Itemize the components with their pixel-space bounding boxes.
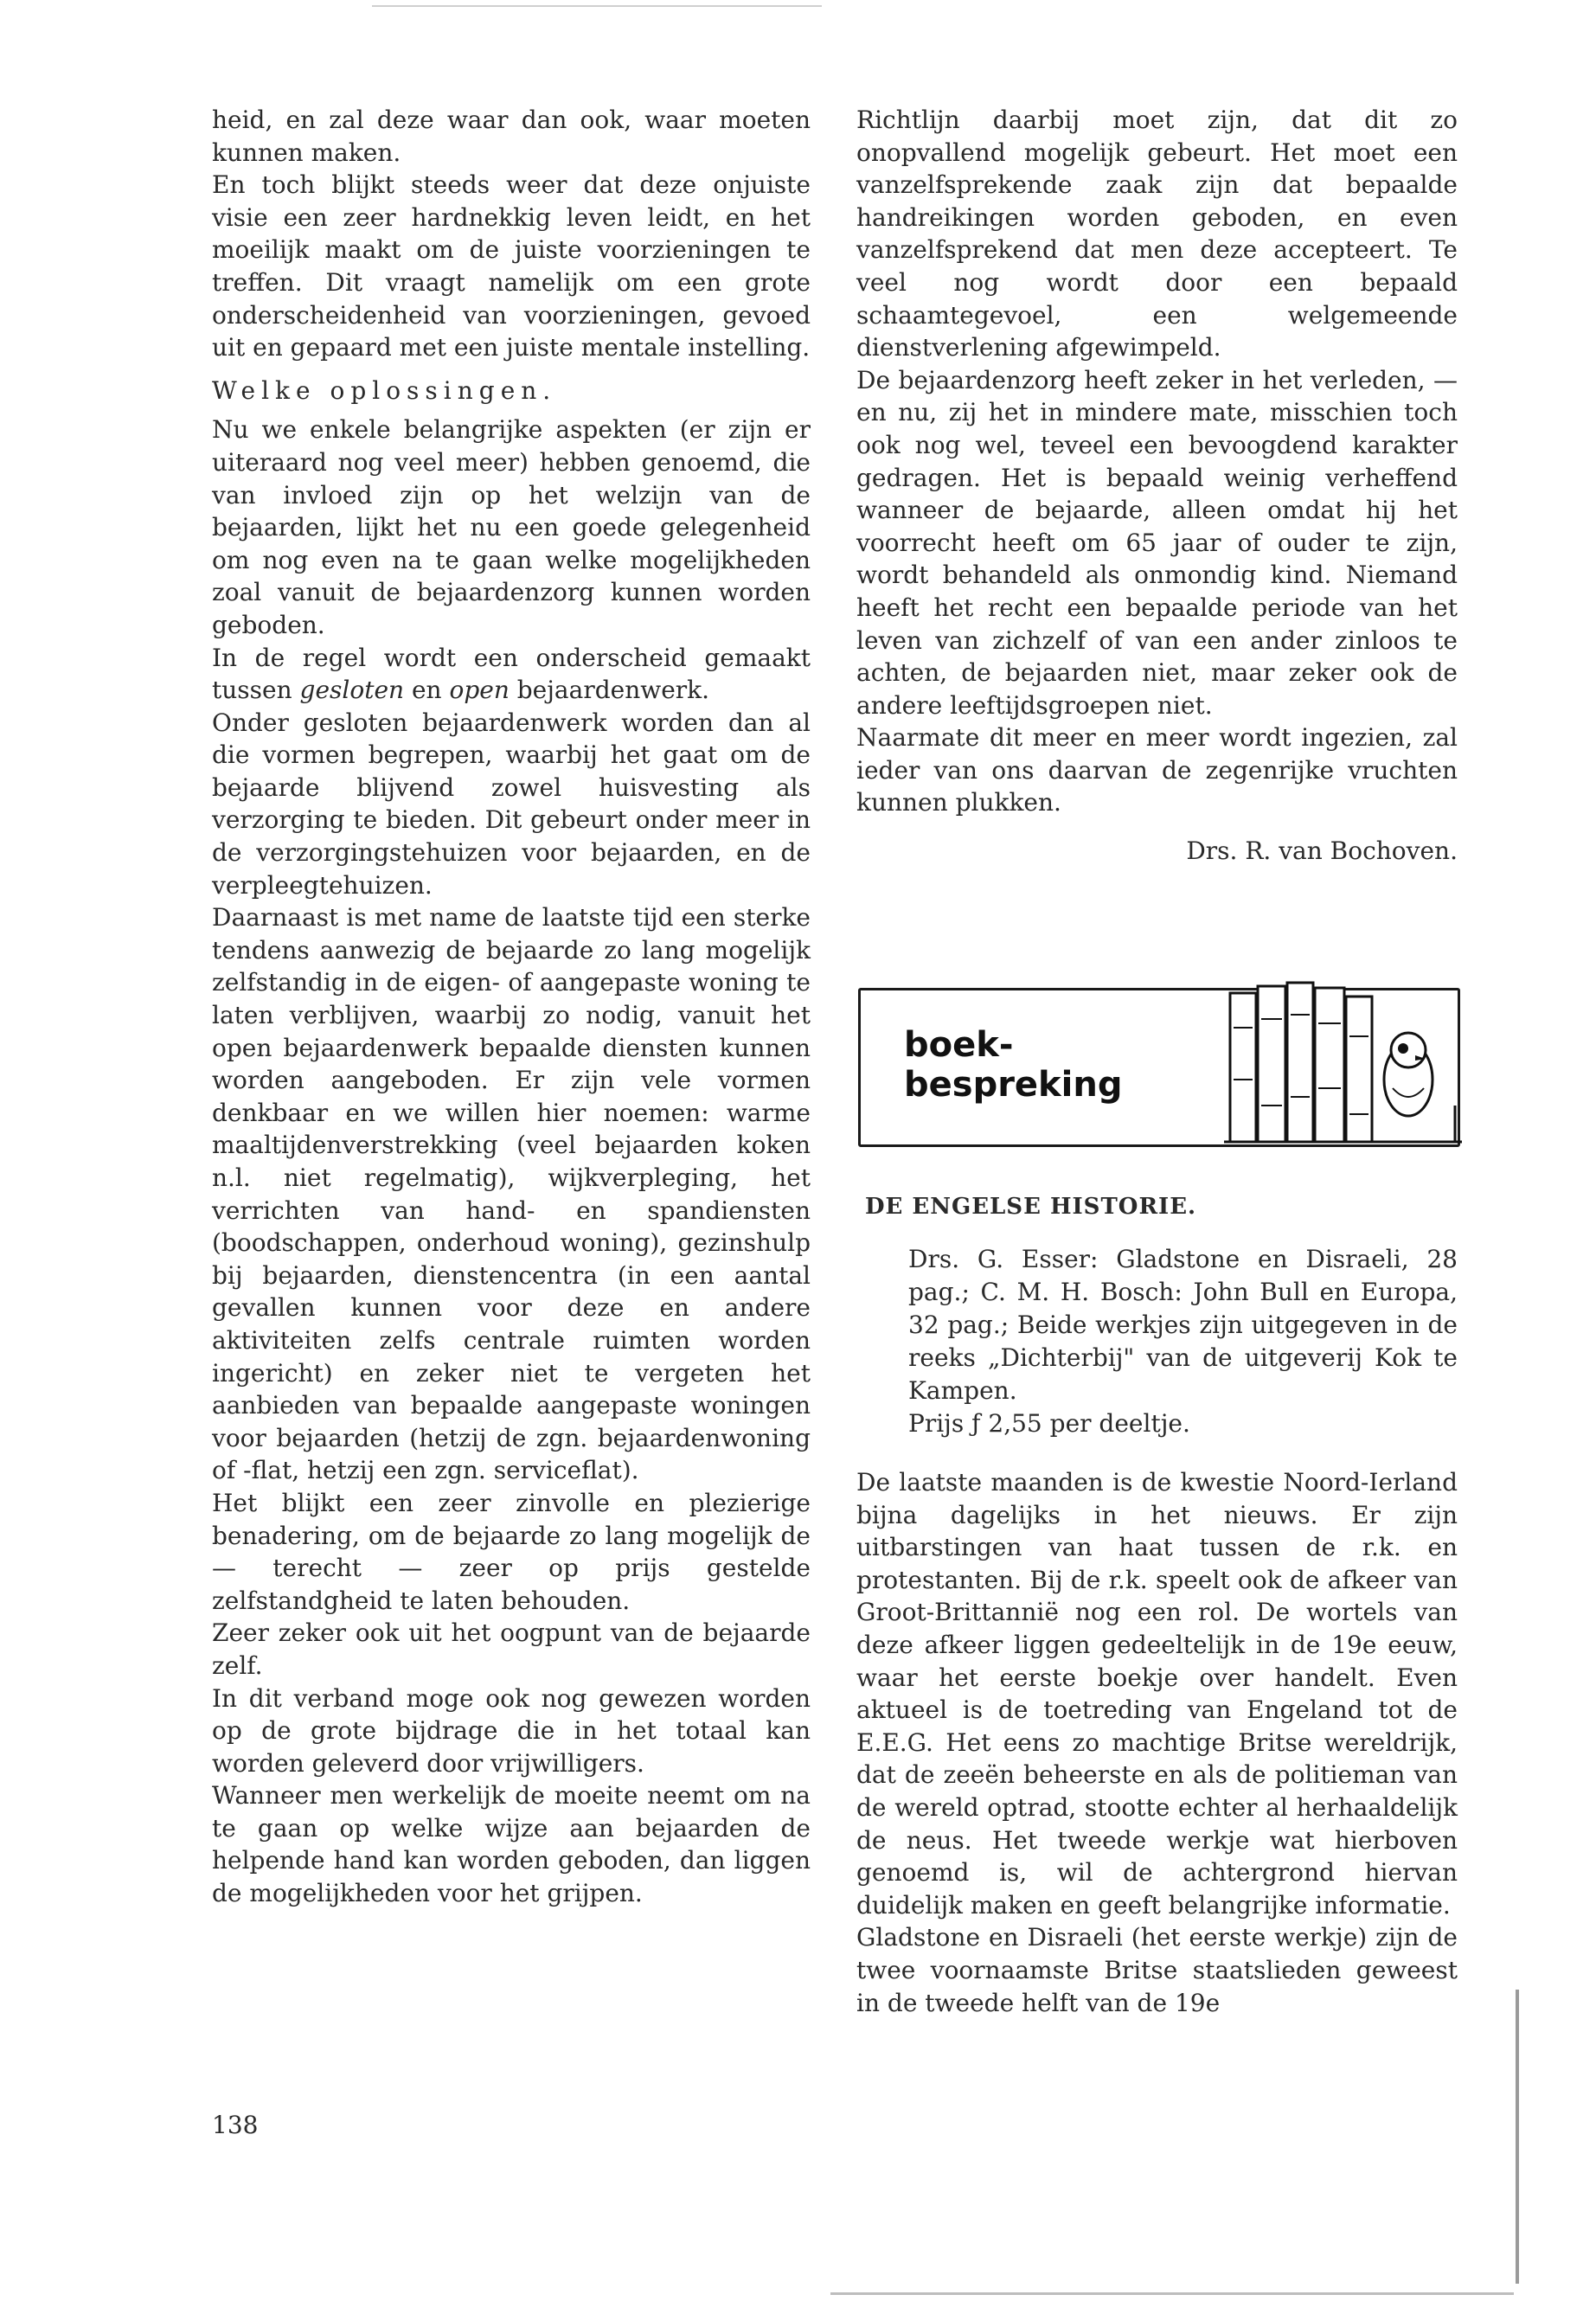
book-spine [1315, 988, 1344, 1142]
right-column [856, 104, 1458, 868]
emphasis-gesloten: gesloten [299, 676, 405, 705]
review-paragraph: De laatste maanden is de kwestie Noord-Ierland bijna dagelijks in het nieuws. Er zijn uitbarstingen van haat tussen de r.k. en protestanten. Bij de r.k. speelt ook de afkeer van Groot-Brittannië nog een rol. De wortels van deze afkeer liggen gedeeltelijk in de 19e eeuw, waar het eerste boekje over handelt. Even aktueel is de toetreding van Engeland tot de E.E.G. Het eens zo machtige Britse wereldrijk, dat de zeeën beheerste en als de politieman van de wereld optrad, stootte echter al herhaaldelijk de neus. Het tweede werkje wat hierboven genoemd is, wil de achtergrond hiervan duidelijk maken en geeft belangrijke informatie. [856, 1468, 1458, 1920]
left-paragraph: Zeer zeker ook uit het oogpunt van de bejaarde zelf. [212, 1618, 811, 1680]
bottom-rule [830, 2292, 1514, 2295]
right-paragraph: Richtlijn daarbij moet zijn, dat dit zo onopvallend mogelijk gebeurt. Het moet een vanzelfsprekende zaak zijn dat bepaalde handreikingen worden geboden, en even vanzelfsprekend dat men deze accepteert. Te veel nog wordt door een bepaald schaamtegevoel, een welgemeende dienstverlening afgewimpeld. [856, 106, 1458, 362]
right-paragraph: De bejaardenzorg heeft zeker in het verleden, — en nu, zij het in mindere mate, misschien toch ook nog wel, teveel een bevoogdend karakter gedragen. Het is bepaald weinig verheffend wanneer de bejaarde, alleen omdat hij het voorrecht heeft om 65 jaar of ouder te zijn, wordt behandeld als onmondig kind. Niemand heeft het recht een bepaalde periode van het leven van zichzelf of van een ander zinloos te achten, de bejaarden niet, maar zeker ook de andere leeftijdsgroepen niet. [856, 365, 1458, 720]
banner-title: boek- bespreking [904, 1025, 1123, 1105]
review-price: Prijs ƒ 2,55 per deeltje. [908, 1409, 1190, 1438]
section-subheading: Welke oplossingen. [212, 375, 557, 405]
left-paragraph: In de regel wordt een onderscheid gemaakt tussen gesloten en open bejaardenwerk. [212, 643, 811, 705]
page-edge-shadow [1516, 1990, 1519, 2284]
review-bibliographic-info [908, 1243, 1458, 1440]
book-spine [1258, 986, 1285, 1142]
left-paragraph: heid, en zal deze waar dan ook, waar moeten kunnen maken. [212, 106, 811, 167]
left-paragraph: Onder gesloten bejaardenwerk worden dan al die vormen begrepen, waarbij het gaat om de bejaarde blijvend zowel huisvesting als verzorging te bieden. Dit gebeurt onder meer in de verzorgingstehuizen voor bejaarden, en de verpleegtehuizen. [212, 708, 811, 900]
left-paragraph: Daarnaast is met name de laatste tijd een sterke tendens aanwezig de bejaarde zo lang mogelijk zelfstandig in de eigen- of aangepaste woning te laten verblijven, waarbij zo nodig, vanuit het open bejaardenwerk bepaalde diensten kunnen worden aangeboden. Er zijn vele vormen denkbaar en we willen hier noemen: warme maaltijdenverstrekking (veel bejaarden koken n.l. niet regelmatig), wijkverpleging, het verrichten van hand- en spandiensten (boodschappen, onderhoud woning), gezinshulp bij bejaarden, dienstencentra (in een aantal gevallen kunnen voor deze en andere aktiviteiten zelfs centrale ruimten worden ingericht) en zeker niet te vergeten het aanbieden van bepaalde aangepaste woningen voor bejaarden (hetzij de zgn. bejaardenwoning of -flat, hetzij een zgn. serviceflat). [212, 903, 811, 1485]
right-paragraph: Naarmate dit meer en meer wordt ingezien, zal ieder van ons daarvan de zegenrijke vruchten kunnen plukken. [856, 723, 1458, 817]
top-rule [372, 5, 822, 7]
review-heading: DE ENGELSE HISTORIE. [865, 1194, 1197, 1220]
review-books: Drs. G. Esser: Gladstone en Disraeli, 28 pag.; C. M. H. Bosch: John Bull en Europa, 32 pag.; Beide werkjes zijn uitgegeven in de reeks „Dichterbij" van de uitgeverij Kok te Kampen. [908, 1245, 1458, 1405]
bookshelf-owl-illustration [1220, 976, 1466, 1149]
owl-icon [1384, 1033, 1433, 1116]
left-paragraph: Het blijkt een zeer zinvolle en plezierige benadering, om de bejaarde zo lang mogelijk de — terecht — zeer op prijs gestelde zelfstandgheid te laten behouden. [212, 1488, 811, 1615]
review-paragraph: Gladstone en Disraeli (het eerste werkje) zijn de twee voornaamste Britse staatslieden geweest in de tweede helft van de 19e [856, 1923, 1458, 2017]
left-paragraph: En toch blijkt steeds weer dat deze onjuiste visie een zeer hardnekkig leven leidt, en het moeilijk maakt om de juiste voorzieningen te treffen. Dit vraagt namelijk om een grote onderscheidenheid van voorzieningen, gevoed uit en gepaard met een juiste mentale instelling. [212, 170, 811, 362]
emphasis-open: open [449, 676, 510, 705]
review-body [856, 1466, 1458, 2019]
page-number: 138 [212, 2111, 259, 2139]
book-spine [1230, 993, 1256, 1142]
left-paragraph: Nu we enkele belangrijke aspekten (er zijn er uiteraard nog veel meer) hebben genoemd, die van invloed zijn op het welzijn van de bejaarden, lijkt het nu een goede gelegenheid om nog even na te gaan welke mogelijkheden zoal vanuit de bejaardenzorg kunnen worden geboden. [212, 415, 811, 639]
left-paragraph: In dit verband moge ook nog gewezen worden op de grote bijdrage die in het totaal kan worden geleverd door vrijwilligers. [212, 1683, 811, 1778]
book-spine [1287, 983, 1313, 1142]
left-column [212, 104, 811, 1910]
author-signature: Drs. R. van Bochoven. [1186, 836, 1458, 866]
left-paragraph: Wanneer men werkelijk de moeite neemt om na te gaan op welke wijze aan bejaarden de helpende hand kan worden geboden, dan liggen de mogelijkheden voor het grijpen. [212, 1781, 811, 1908]
book-spine [1346, 997, 1372, 1142]
